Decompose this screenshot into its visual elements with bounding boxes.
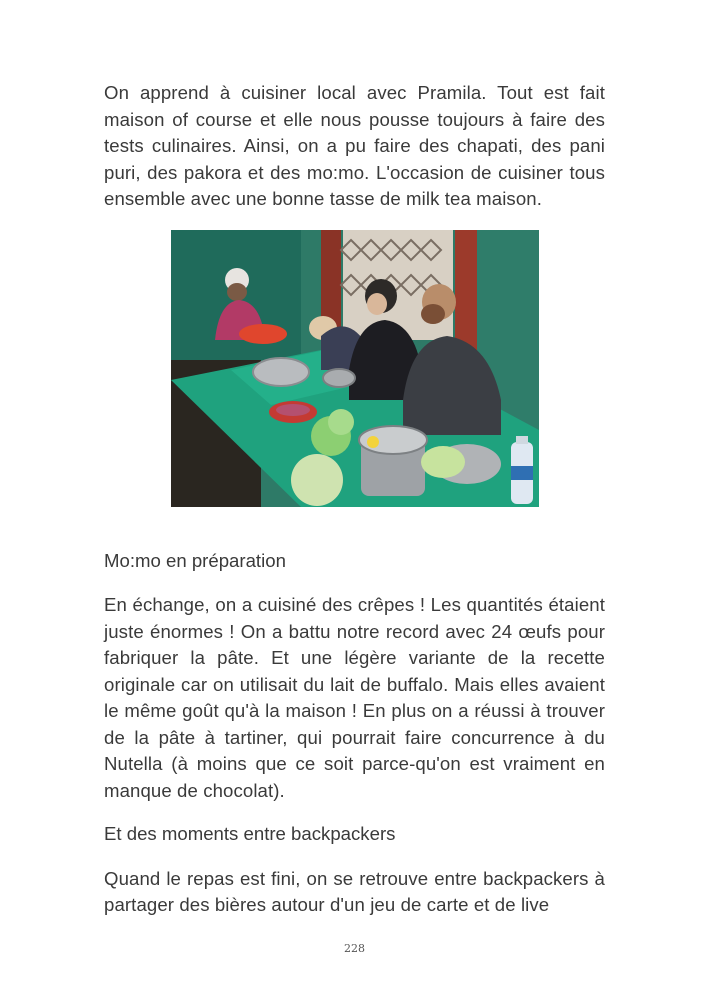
page-body: [104, 80, 605, 919]
photo-caption: Mo:mo en préparation: [104, 549, 286, 571]
paragraph-crepes: En échange, on a cuisiné des crêpes ! Les quantités étaient juste énormes ! On a battu notre record avec 24 œufs pour fabriquer la pâte. Et une légère variante de la recette originale car on utilisait du lait de buffalo. Mais elles avaient le même goût qu'à la maison ! En plus on a réussi à trouver de la pâte à tartiner, qui pourrait faire concurrence à du Nutella (à moins que ce soit parce-qu'on est vraiment en manque de chocolat).: [104, 594, 605, 801]
paragraph-backpackers: Quand le repas est fini, on se retrouve entre backpackers à partager des bières autour d'un jeu de carte et de live: [104, 867, 605, 915]
photo-momo-preparation: [171, 230, 539, 507]
page-number: 228: [344, 942, 365, 955]
paragraph-cooking-intro: On apprend à cuisiner local avec Pramila. Tout est fait maison of course et elle nous pousse toujours à faire des tests culinaires. Ainsi, on a pu faire des chapati, des pani puri, des pakora et des mo:mo. L'occasion de cuisiner tous ensemble avec une bonne tasse de milk tea maison.: [104, 82, 605, 209]
section-heading-backpackers: Et des moments entre backpackers: [104, 823, 396, 844]
